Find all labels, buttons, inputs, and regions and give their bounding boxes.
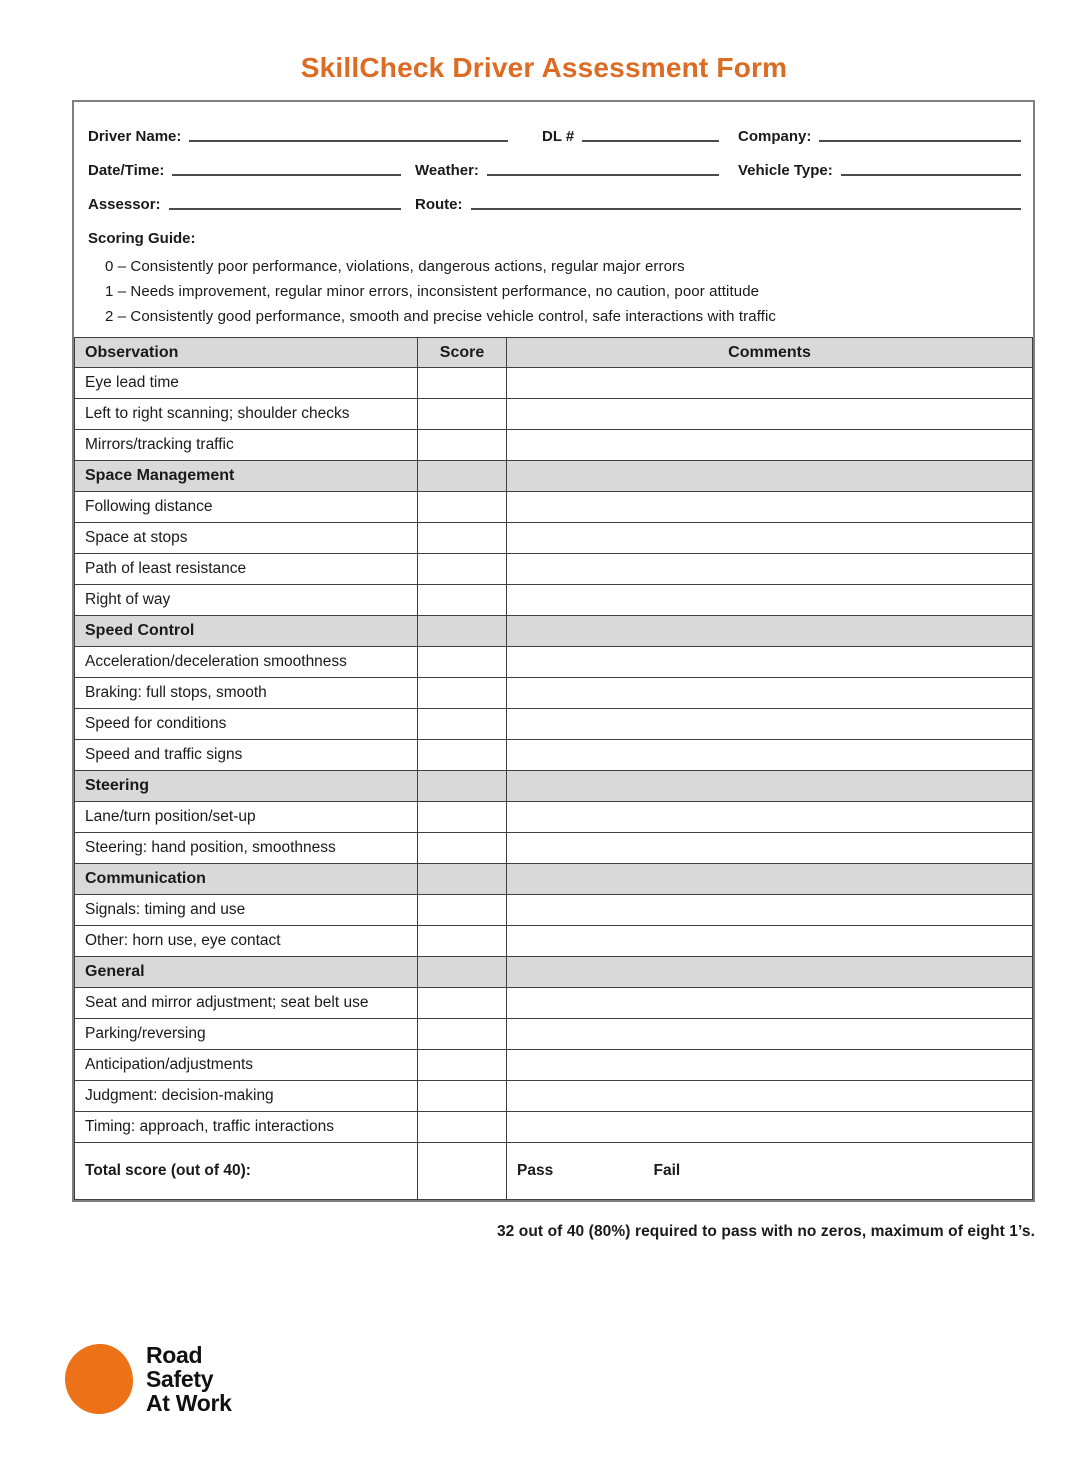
road-safety-at-work-logo bbox=[65, 1343, 232, 1415]
score-cell[interactable] bbox=[418, 926, 507, 957]
observation-row bbox=[75, 492, 1033, 523]
score-cell[interactable] bbox=[418, 802, 507, 833]
comment-cell[interactable] bbox=[507, 833, 1033, 864]
comment-cell[interactable] bbox=[507, 1019, 1033, 1050]
score-cell[interactable] bbox=[418, 430, 507, 461]
observation-label: Seat and mirror adjustment; seat belt use bbox=[75, 988, 418, 1019]
logo-text-line: Road bbox=[146, 1342, 203, 1368]
section-header-row bbox=[75, 957, 1033, 988]
comment-cell[interactable] bbox=[507, 895, 1033, 926]
comment-cell[interactable] bbox=[507, 740, 1033, 771]
score-cell[interactable] bbox=[418, 1019, 507, 1050]
comment-cell[interactable] bbox=[507, 368, 1033, 399]
date-time-label: Date/Time: bbox=[88, 162, 165, 179]
section-header-label: General bbox=[75, 957, 418, 988]
field-row-3 bbox=[88, 182, 1021, 216]
section-header-row bbox=[75, 771, 1033, 802]
comment-cell[interactable] bbox=[507, 585, 1033, 616]
score-cell bbox=[418, 461, 507, 492]
comments-column-header: Comments bbox=[507, 338, 1033, 368]
observation-label: Braking: full stops, smooth bbox=[75, 678, 418, 709]
field-row-1 bbox=[88, 114, 1021, 148]
route-input[interactable] bbox=[471, 208, 1022, 210]
score-cell[interactable] bbox=[418, 492, 507, 523]
observation-row bbox=[75, 709, 1033, 740]
pass-option[interactable]: Pass bbox=[517, 1162, 554, 1179]
observation-label: Judgment: decision-making bbox=[75, 1081, 418, 1112]
comment-cell[interactable] bbox=[507, 523, 1033, 554]
vehicle-type-input[interactable] bbox=[841, 174, 1021, 176]
dl-label: DL # bbox=[542, 128, 575, 145]
observation-row bbox=[75, 740, 1033, 771]
score-cell[interactable] bbox=[418, 1112, 507, 1143]
observation-row bbox=[75, 368, 1033, 399]
total-score-row bbox=[75, 1143, 1033, 1200]
scoring-guide-item-0: 0 – Consistently poor performance, violations, dangerous actions, regular major errors bbox=[105, 258, 685, 275]
route-label: Route: bbox=[415, 196, 463, 213]
observation-column-header: Observation bbox=[75, 338, 418, 368]
score-cell[interactable] bbox=[418, 709, 507, 740]
comment-cell[interactable] bbox=[507, 430, 1033, 461]
observation-label: Following distance bbox=[75, 492, 418, 523]
scoring-guide-item-1: 1 – Needs improvement, regular minor errors, inconsistent performance, no caution, poor attitude bbox=[105, 283, 760, 300]
scoring-guide-item-2: 2 – Consistently good performance, smooth and precise vehicle control, safe interactions with traffic bbox=[105, 308, 776, 325]
driver-name-label: Driver Name: bbox=[88, 128, 182, 145]
score-column-header: Score bbox=[418, 338, 507, 368]
score-cell[interactable] bbox=[418, 585, 507, 616]
company-input[interactable] bbox=[819, 140, 1021, 142]
scoring-guide-heading: Scoring Guide: bbox=[88, 230, 196, 247]
comment-cell[interactable] bbox=[507, 554, 1033, 585]
company-label: Company: bbox=[738, 128, 812, 145]
score-cell[interactable] bbox=[418, 368, 507, 399]
vehicle-type-label: Vehicle Type: bbox=[738, 162, 833, 179]
date-time-field-group bbox=[88, 162, 415, 182]
observation-label: Signals: timing and use bbox=[75, 895, 418, 926]
table-header-row bbox=[75, 338, 1033, 368]
section-header-row bbox=[75, 864, 1033, 895]
assessment-table-body bbox=[75, 368, 1033, 1143]
observation-label: Anticipation/adjustments bbox=[75, 1050, 418, 1081]
total-score-cell[interactable] bbox=[418, 1143, 507, 1200]
comment-cell[interactable] bbox=[507, 492, 1033, 523]
comment-cell[interactable] bbox=[507, 678, 1033, 709]
observation-row bbox=[75, 1050, 1033, 1081]
score-cell[interactable] bbox=[418, 399, 507, 430]
comment-cell bbox=[507, 864, 1033, 895]
dl-field-group bbox=[542, 128, 738, 148]
comment-cell[interactable] bbox=[507, 926, 1033, 957]
logo-text-line: At Work bbox=[146, 1390, 232, 1416]
driver-name-input[interactable] bbox=[189, 140, 508, 142]
score-cell[interactable] bbox=[418, 647, 507, 678]
comment-cell[interactable] bbox=[507, 1081, 1033, 1112]
score-cell bbox=[418, 957, 507, 988]
observation-label: Left to right scanning; shoulder checks bbox=[75, 399, 418, 430]
logo-circle-icon bbox=[65, 1344, 133, 1414]
observation-row bbox=[75, 802, 1033, 833]
observation-row bbox=[75, 1081, 1033, 1112]
comment-cell[interactable] bbox=[507, 399, 1033, 430]
observation-row bbox=[75, 430, 1033, 461]
observation-label: Other: horn use, eye contact bbox=[75, 926, 418, 957]
comment-cell bbox=[507, 957, 1033, 988]
observation-label: Speed for conditions bbox=[75, 709, 418, 740]
observation-label: Path of least resistance bbox=[75, 554, 418, 585]
assessment-table bbox=[74, 337, 1033, 1200]
assessor-label: Assessor: bbox=[88, 196, 161, 213]
observation-row bbox=[75, 585, 1033, 616]
observation-row bbox=[75, 988, 1033, 1019]
comment-cell[interactable] bbox=[507, 1112, 1033, 1143]
observation-row bbox=[75, 1019, 1033, 1050]
observation-row bbox=[75, 399, 1033, 430]
header-fields bbox=[74, 102, 1033, 218]
date-time-input[interactable] bbox=[172, 174, 401, 176]
observation-row bbox=[75, 523, 1033, 554]
observation-row bbox=[75, 926, 1033, 957]
observation-label: Lane/turn position/set-up bbox=[75, 802, 418, 833]
observation-row bbox=[75, 833, 1033, 864]
observation-label: Eye lead time bbox=[75, 368, 418, 399]
section-header-label: Speed Control bbox=[75, 616, 418, 647]
observation-row bbox=[75, 554, 1033, 585]
observation-label: Speed and traffic signs bbox=[75, 740, 418, 771]
fail-option[interactable]: Fail bbox=[653, 1162, 681, 1179]
observation-row bbox=[75, 647, 1033, 678]
observation-row bbox=[75, 895, 1033, 926]
score-cell[interactable] bbox=[418, 554, 507, 585]
section-header-label: Space Management bbox=[75, 461, 418, 492]
section-header-label: Communication bbox=[75, 864, 418, 895]
score-cell[interactable] bbox=[418, 1081, 507, 1112]
logo-text bbox=[146, 1343, 232, 1415]
pass-fail-cell bbox=[507, 1143, 1033, 1200]
comment-cell[interactable] bbox=[507, 1050, 1033, 1081]
score-cell bbox=[418, 616, 507, 647]
observation-row bbox=[75, 678, 1033, 709]
comment-cell[interactable] bbox=[507, 988, 1033, 1019]
pass-requirement-note: 32 out of 40 (80%) required to pass with no zeros, maximum of eight 1’s. bbox=[496, 1223, 1035, 1240]
vehicle-type-field-group bbox=[738, 162, 1021, 182]
weather-input[interactable] bbox=[487, 174, 719, 176]
score-cell[interactable] bbox=[418, 833, 507, 864]
section-header-row bbox=[75, 616, 1033, 647]
comment-cell bbox=[507, 461, 1033, 492]
score-cell[interactable] bbox=[418, 1050, 507, 1081]
logo-text-line: Safety bbox=[146, 1366, 214, 1392]
section-header-row bbox=[75, 461, 1033, 492]
comment-cell bbox=[507, 771, 1033, 802]
score-cell[interactable] bbox=[418, 740, 507, 771]
weather-field-group bbox=[415, 162, 738, 182]
observation-row bbox=[75, 1112, 1033, 1143]
page-title: SkillCheck Driver Assessment Form bbox=[300, 52, 788, 83]
comment-cell[interactable] bbox=[507, 709, 1033, 740]
section-header-label: Steering bbox=[75, 771, 418, 802]
comment-cell[interactable] bbox=[507, 802, 1033, 833]
score-cell bbox=[418, 771, 507, 802]
field-row-2 bbox=[88, 148, 1021, 182]
score-cell[interactable] bbox=[418, 988, 507, 1019]
observation-label: Acceleration/deceleration smoothness bbox=[75, 647, 418, 678]
company-field-group bbox=[738, 128, 1021, 148]
observation-label: Steering: hand position, smoothness bbox=[75, 833, 418, 864]
assessor-input[interactable] bbox=[169, 208, 401, 210]
assessor-field-group bbox=[88, 196, 415, 216]
observation-label: Space at stops bbox=[75, 523, 418, 554]
score-cell[interactable] bbox=[418, 895, 507, 926]
score-cell bbox=[418, 864, 507, 895]
score-cell[interactable] bbox=[418, 678, 507, 709]
observation-label: Right of way bbox=[75, 585, 418, 616]
route-field-group bbox=[415, 196, 1021, 216]
weather-label: Weather: bbox=[415, 162, 479, 179]
observation-label: Parking/reversing bbox=[75, 1019, 418, 1050]
scoring-guide bbox=[74, 218, 1033, 325]
comment-cell bbox=[507, 616, 1033, 647]
comment-cell[interactable] bbox=[507, 647, 1033, 678]
score-cell[interactable] bbox=[418, 523, 507, 554]
form-box bbox=[72, 100, 1035, 1202]
driver-name-field-group bbox=[88, 128, 542, 148]
total-score-label: Total score (out of 40): bbox=[75, 1143, 418, 1200]
observation-label: Mirrors/tracking traffic bbox=[75, 430, 418, 461]
dl-input[interactable] bbox=[582, 140, 719, 142]
observation-label: Timing: approach, traffic interactions bbox=[75, 1112, 418, 1143]
